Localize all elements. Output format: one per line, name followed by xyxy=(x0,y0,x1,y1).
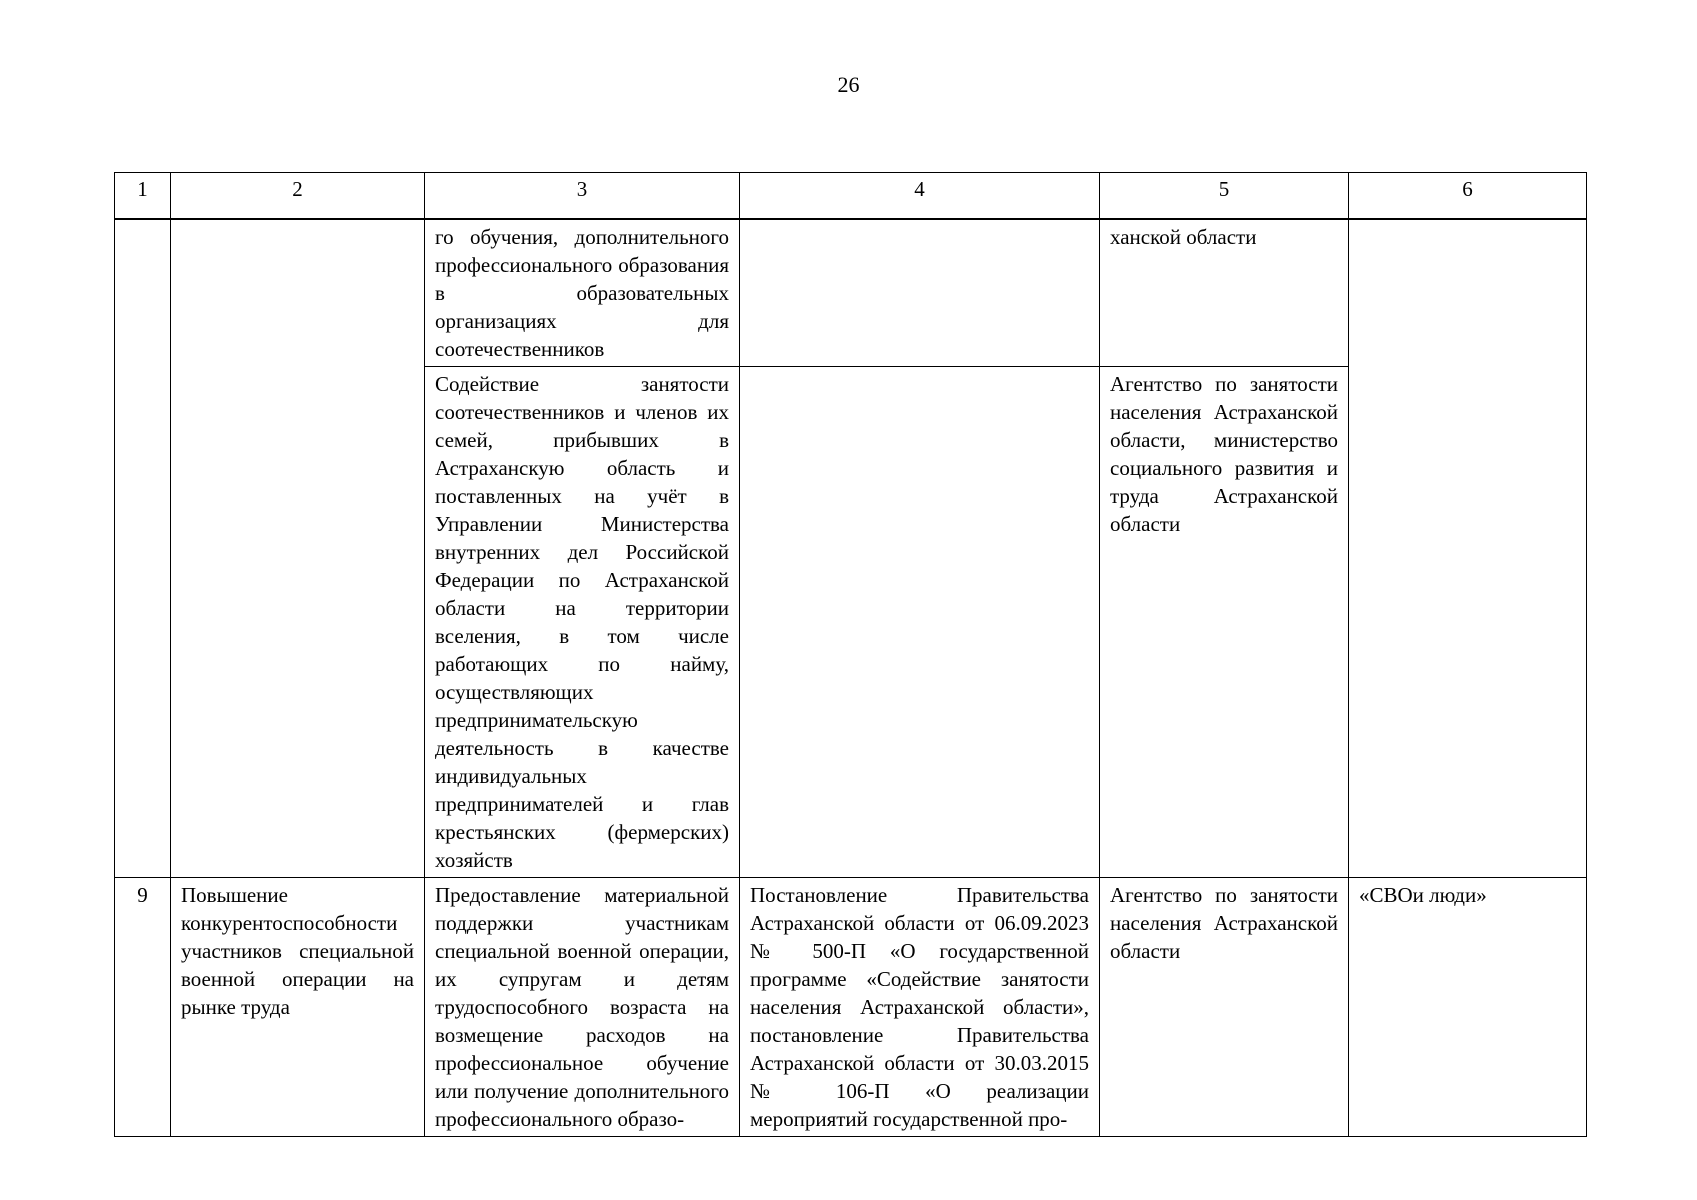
header-cell-5: 5 xyxy=(1100,173,1349,220)
cell-number-empty xyxy=(115,219,171,878)
cell-project: «СВОи люди» xyxy=(1349,878,1587,1137)
cell-legal-basis: Постановление Правительства Астраханской области от 06.09.2023 № 500-П «О государственной программе «Содействие занятости населения Астраханской области», постановление Правительства Астраханской области от 30.03.2015 № 106-П «О реализации мероприятий государственной про- xyxy=(740,878,1100,1137)
cell-number: 9 xyxy=(115,878,171,1137)
header-cell-3: 3 xyxy=(425,173,740,220)
cell-project-empty xyxy=(1349,219,1587,878)
table-header-row xyxy=(115,173,1587,220)
cell-task: Повышение конкурентоспособности участников специальной военной операции на рынке труда xyxy=(171,878,425,1137)
cell-activity: го обучения, дополнительного профессионального образования в образовательных организациях для соотечественников xyxy=(425,219,740,367)
cell-activity: Предоставление материальной поддержки участникам специальной военной операции, их супругам и детям трудоспособного возраста на возмещение расходов на профессиональное обучение или получение дополнительного профессионального образо- xyxy=(425,878,740,1137)
header-cell-2: 2 xyxy=(171,173,425,220)
cell-activity: Содействие занятости соотечественников и членов их семей, прибывших в Астраханскую область и поставленных на учёт в Управлении Министерства внутренних дел Российской Федерации по Астраханской области на территории вселения, в том числе работающих по найму, осуществляющих предпринимательскую деятельность в качестве индивидуальных предпринимателей и глав крестьянских (фермерских) хозяйств xyxy=(425,367,740,878)
table-row-9 xyxy=(115,878,1587,1137)
cell-task-empty xyxy=(171,219,425,878)
header-cell-1: 1 xyxy=(115,173,171,220)
cell-legal-basis xyxy=(740,367,1100,878)
cell-legal-basis xyxy=(740,219,1100,367)
cell-executor: Агентство по занятости населения Астраханской области, министерство социального развития и труда Астраханской области xyxy=(1100,367,1349,878)
header-cell-6: 6 xyxy=(1349,173,1587,220)
page-number: 26 xyxy=(837,72,860,97)
header-cell-4: 4 xyxy=(740,173,1100,220)
table-row-continued-a xyxy=(115,219,1587,367)
cell-executor: ханской области xyxy=(1100,219,1349,367)
program-table xyxy=(114,172,1587,1137)
cell-executor: Агентство по занятости населения Астраханской области xyxy=(1100,878,1349,1137)
